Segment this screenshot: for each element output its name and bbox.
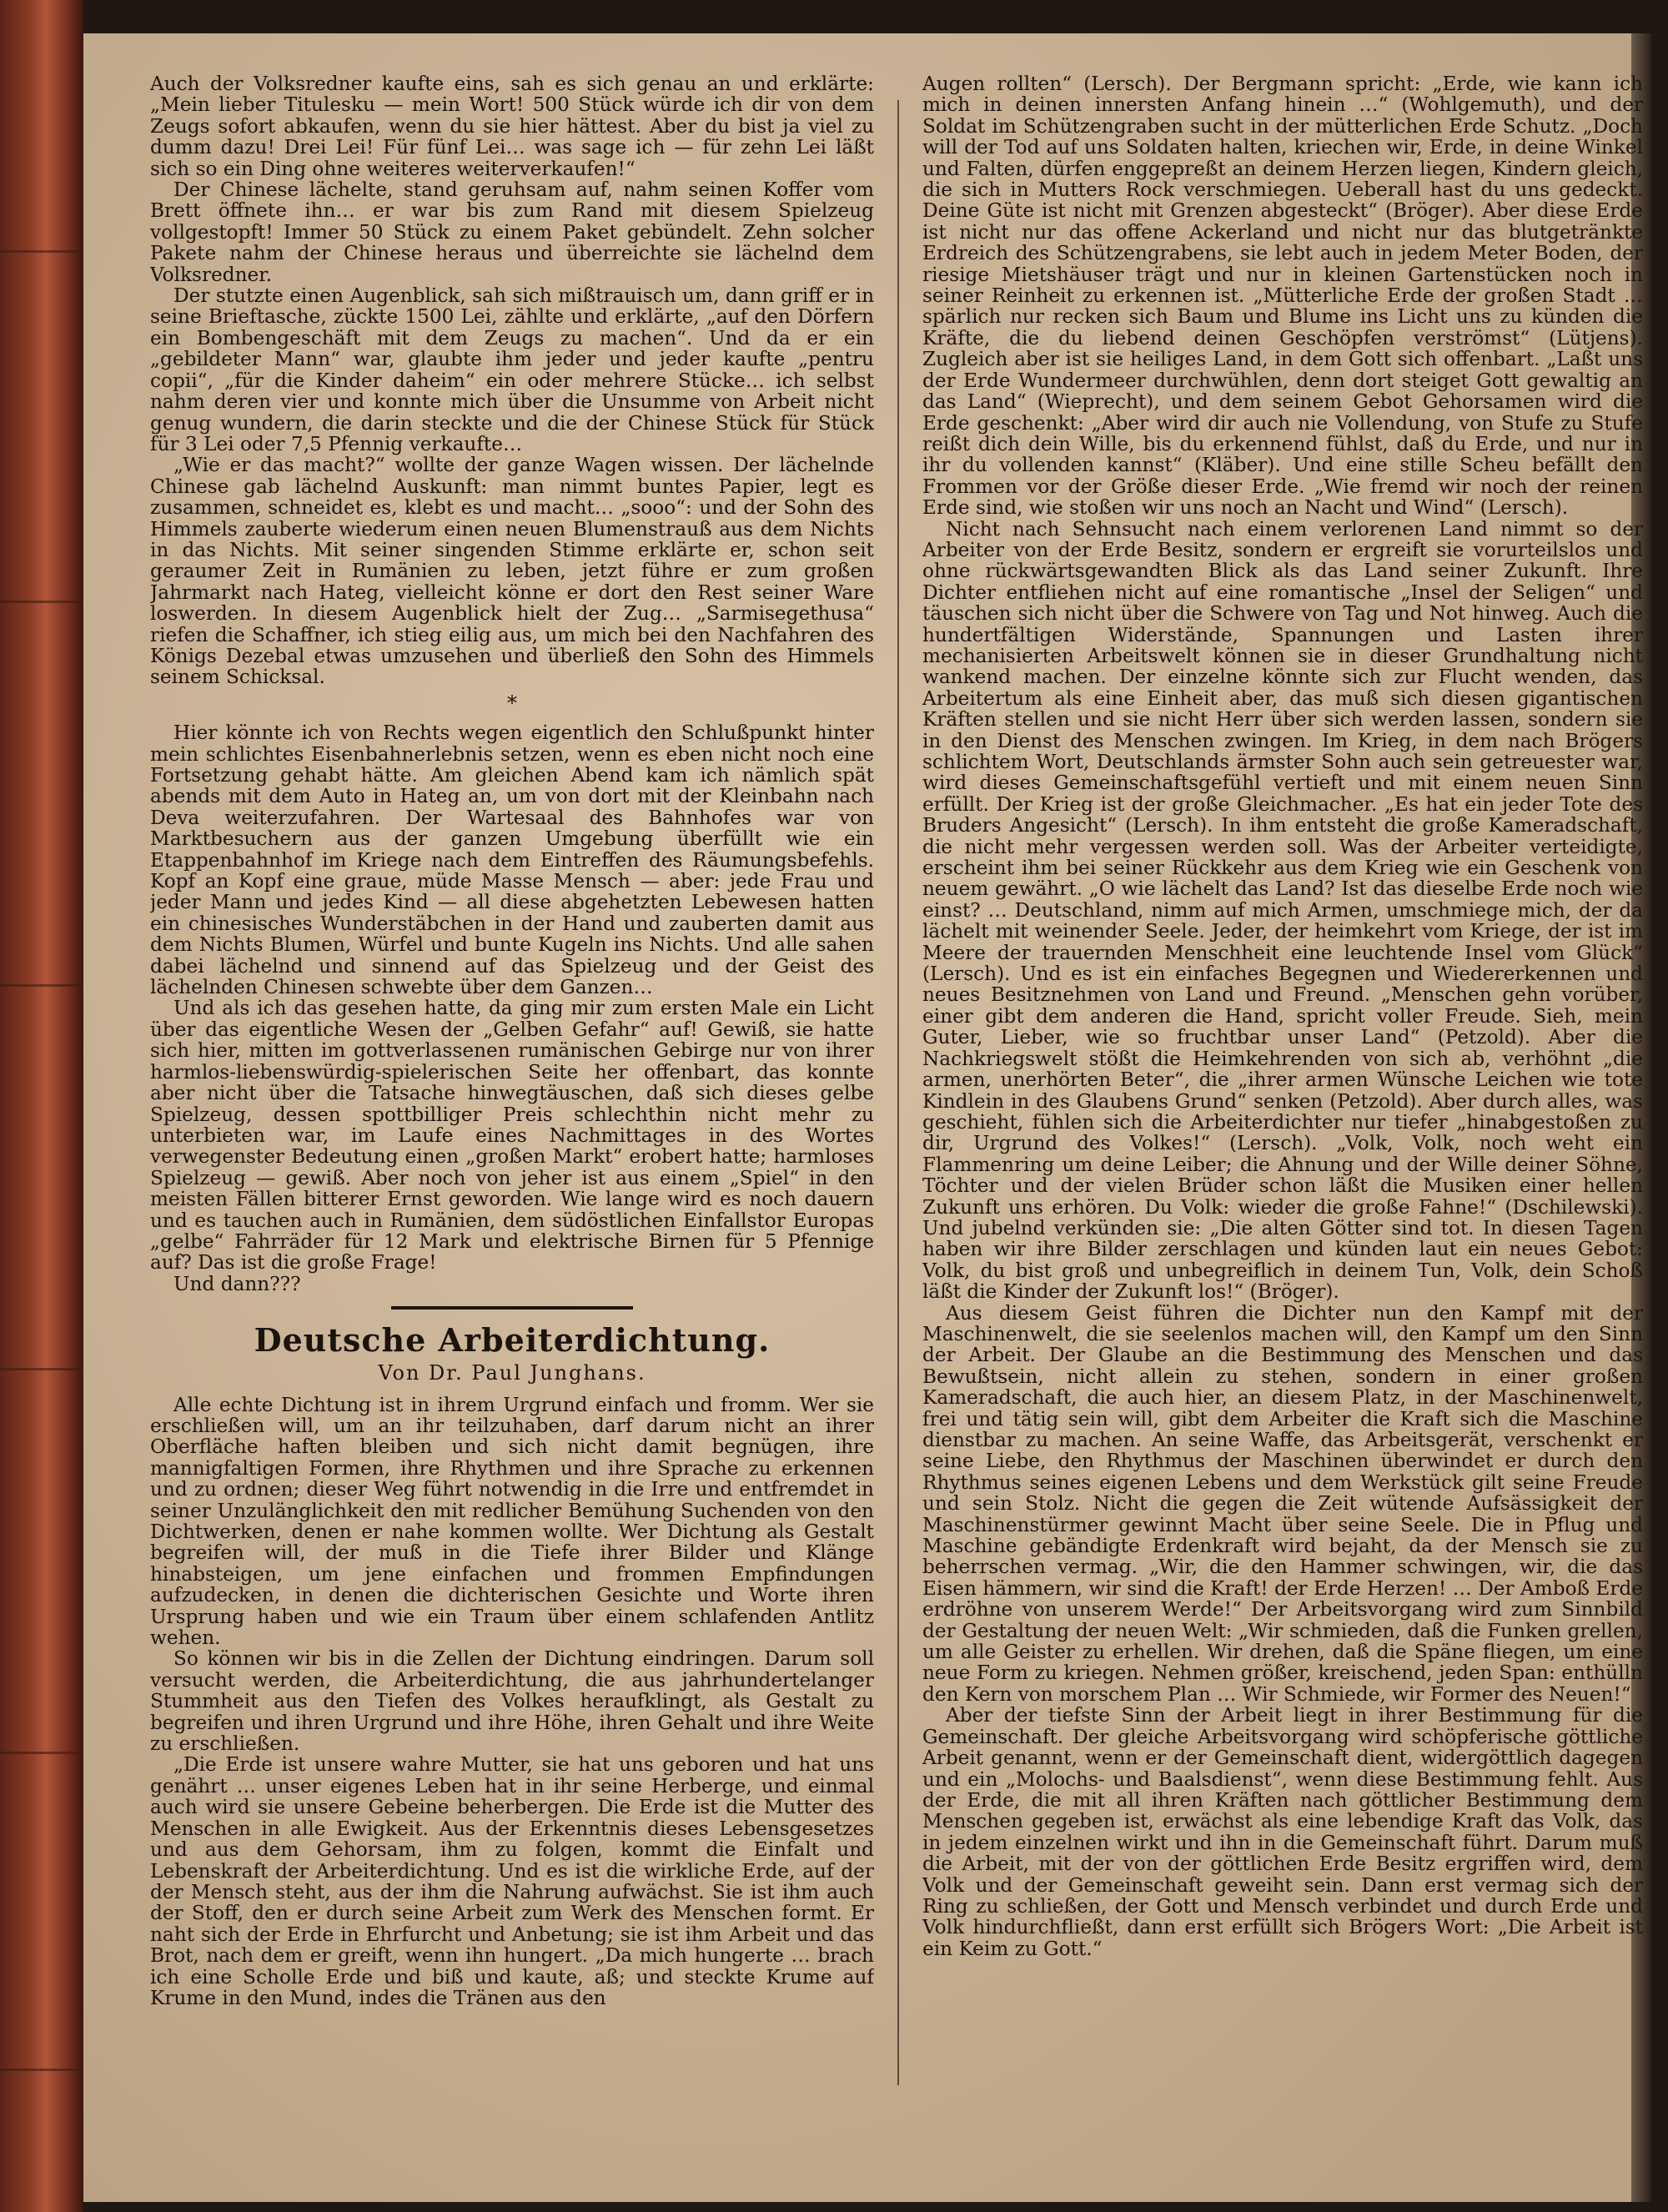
article-paragraph: Aus diesem Geist führen die Dichter nun den Kampf mit der Maschinenwelt, die sie seelenlos machen will, den Kampf um den Sinn der Arbeit. Der Glaube an die Bestimmung des Menschen und das Bewußtsein, nicht allein zu stehen, sondern in einer großen Kameradschaft, die auch hier, an diesem Platz, in der Maschinenwelt, frei und tätig sein will, gibt dem Arbeiter die Kraft sich die Maschine dienstbar zu machen. An seine Waffe, das Arbeitsgerät, verschenkt er seine Liebe, den Rhythmus der Maschinen überwindet er durch den Rhythmus seines eigenen Lebens und dem Werkstück gilt seine Freude und sein Stolz. Nicht die gegen die Zeit wütende Aufsässigkeit der Maschinenstürmer gewinnt Macht über seine Seele. Die in Pflug und Maschine gebändigte Erdenkraft wird bejaht, da der Mensch sie zu beherrschen vermag. „Wir, die den Hammer schwingen, wir, die das Eisen hämmern, wir sind die Kraft! der Erde Herzen! … Der Amboß Erde erdröhne von unserem Werde!“ Der Arbeitsvorgang wird zum Sinnbild der Gestaltung der neuen Welt: „Wir schmieden, daß die Funken grellen, um alle Geister zu erhellen. Wir drehen, daß die Späne fliegen, um eine neue Form zu kriegen. Nehmen größer, kreischend, jeden Span: enthülln den Kern von morschem Plan … Wir Schmiede, wir Former des Neuen!“: [922, 1301, 1643, 1706]
article-paragraph: Aber der tiefste Sinn der Arbeit liegt in ihrer Bestimmung für die Gemeinschaft. Der gleiche Arbeitsvorgang wird schöpferische göttliche Arbeit genannt, wenn er der Gemeinschaft dient, widergöttlich dagegen und ein „Molochs- und Baalsdienst“, wenn diese Bestimmung fehlt. Aus der Erde, die mit all ihren Kräften nach göttlicher Bestimmung dem Menschen gegeben ist, erwächst als eine lebendige Kraft das Volk, das in jedem einzelnen wirkt und ihn in die Gemeinschaft führt. Darum muß die Arbeit, mit der von der göttlichen Erde Besitz ergriffen wird, dem Volk und der Gemeinschaft geweiht sein. Dann erst vermag sich der Ring zu schließen, der Gott und Mensch verbindet und durch Erde und Volk hindurchfließt, dann erst erfüllt sich Brögers Wort: „Die Arbeit ist ein Keim zu Gott.“: [922, 1704, 1643, 1960]
right-column: [922, 73, 1643, 2150]
section-separator: *: [507, 691, 517, 715]
story-paragraph: „Wie er das macht?“ wollte der ganze Wagen wissen. Der lächelnde Chinese gab lächelnd Auskunft: man nimmt buntes Papier, legt es zusammen, schneidet es, klebt es und macht… „sooo“: und der Sohn des Himmels zauberte wiederum einen neuen Blumenstrauß aus dem Nichts in das Nichts. Mit seiner singenden Stimme erklärte er, schon seit geraumer Zeit in Rumänien zu leben, jetzt führe er zum großen Jahrmarkt nach Hateg, vielleicht könne er dort den Rest seiner Ware loswerden. In diesem Augenblick hielt der Zug… „Sarmisegethusa“ riefen die Schaffner, ich stieg eilig aus, um mich bei den Nachfahren des Königs Dezebal etwas umzusehen und überließ den Sohn des Himmels seinem Schicksal.: [150, 454, 874, 689]
column-divider: [897, 100, 899, 2085]
article-paragraph: „Die Erde ist unsere wahre Mutter, sie hat uns geboren und hat uns genährt … unser eigenes Leben hat in ihr seine Herberge, und einmal auch wird sie unsere Gebeine beherbergen. Die Erde ist die Mutter des Menschen in alle Ewigkeit. Aus der Erkenntnis dieses Lebensgesetzes und aus dem Gehorsam, ihm zu folgen, kommt die Einfalt und Lebenskraft der Arbeiterdichtung. Und es ist die wirkliche Erde, auf der der Mensch steht, aus der ihm die Nahrung aufwächst. Sie ist ihm auch der Stoff, den er durch seine Arbeit zum Werk des Menschen formt. Er naht sich der Erde in Ehrfurcht und Anbetung; sie ist ihm Arbeit und das Brot, nach dem er greift, wenn ihn hungert. „Da mich hungerte … brach ich eine Scholle Erde und biß und kaute, aß; und steckte Krume auf Krume in den Mund, indes die Tränen aus den: [150, 1753, 874, 2009]
article-paragraph: Alle echte Dichtung ist in ihrem Urgrund einfach und fromm. Wer sie erschließen will, um an ihr teilzuhaben, darf darum nicht an ihrer Oberfläche haften bleiben und sich nicht damit begnügen, ihre mannigfaltigen Formen, ihre Rhythmen und ihre Sprache zu erkennen und zu ordnen; dieser Weg führt notwendig in die Irre und entfremdet in seiner Unzulänglichkeit den mit redlicher Bemühung Suchenden von den Dichtwerken, denen er nahe kommen wollte. Wer Dichtung als Gestalt begreifen will, der muß in die Tiefe ihrer Bilder und Klänge hinabsteigen, um jene einfachen und frommen Empfindungen aufzudecken, in denen die dichterischen Gesichte und Worte ihren Ursprung haben und wie ein Traum über einem schlafenden Antlitz wehen.: [150, 1393, 874, 1650]
book-spine: [0, 0, 83, 2212]
article-paragraph: Nicht nach Sehnsucht nach einem verlorenen Land nimmt so der Arbeiter von der Erde Besitz, sondern er ergreift sie vorurteilslos und ohne rückwärtsgewandten Blick als das Land seiner Zukunft. Ihre Dichter entfliehen nicht auf eine romantische „Insel der Seligen“ und täuschen sich nicht über die Schwere von Tag und Not hinweg. Auch die hundertfältigen Widerstände, Spannungen und Lasten ihrer mechanisierten Arbeitswelt können sie in dieser Grundhaltung nicht wankend machen. Der einzelne könnte sich zur Flucht wenden, das Arbeitertum als eine Einheit aber, das muß sich diesen gigantischen Kräften stellen und sie nicht Herr über sich werden lassen, sondern sie in den Dienst des Menschen zwingen. Im Krieg, in dem nach Brögers schlichtem Wort, Deutschlands ärmster Sohn auch sein getreuester war, wird dieses Gemeinschaftsgefühl vertieft und mit einem neuen Sinn erfüllt. Der Krieg ist der große Gleichmacher. „Es hat ein jeder Tote des Bruders Angesicht“ (Lersch). In ihm entsteht die große Kameradschaft, die nicht mehr vergessen werden soll. Was der Arbeiter verteidigte, erscheint ihm bei seiner Rückkehr aus dem Krieg wie ein Geschenk von neuem gewährt. „O wie lächelt das Land? Ist das dieselbe Erde noch wie einst? … Deutschland, nimm auf mich Armen, umschmiege mich, der da lächelt mit weinender Seele. Jeder, der heimkehrt vom Kriege, der ist im Meere der trauernden Menschheit eine leuchtende Insel vom Glück“ (Lersch). Und es ist ein einfaches Begegnen und Wiedererkennen und neues Besitznehmen von Land und Freund. „Menschen gehn vorüber, einer gibt dem anderen die Hand, spricht voller Freude. Sieh, mein Guter, Lieber, wie so fruchtbar unser Land“ (Petzold). Aber die Nachkriegswelt stößt die Heimkehrenden von sich ab, verhöhnt „die armen, unerhörten Beter“, die „ihrer armen Wünsche Leichen wie tote Kindlein in des Glaubens Grund“ senken (Petzold). Aber durch alles, was geschieht, fühlen sich die Arbeiterdichter nur tiefer „hinabgestoßen zu dir, Urgrund des Volkes!“ (Lersch). „Volk, Volk, noch weht ein Flammenring um deine Leiber; die Ahnung und der Wille deiner Söhne, Töchter und der vielen Brüder schon läßt die Musiken einer hellen Zukunft uns erhören. Du Volk: wieder die große Fahne!“ (Dschilewski). Und jubelnd verkünden sie: „Die alten Götter sind tot. In diesen Tagen haben wir ihre Bilder zerschlagen und künden laut ein neues Gebot: Volk, du bist groß und unbegreiflich in deinem Tun, Volk, dein Schoß läßt die Kinder der Zukunft los!“ (Bröger).: [922, 517, 1643, 1304]
story-paragraph: Auch der Volksredner kaufte eins, sah es sich genau an und erklärte: „Mein lieber Titulesku — mein Wort! 500 Stück würde ich dir von dem Zeugs sofort abkaufen, wenn du sie hier hättest. Aber du bist ja viel zu dumm dazu! Drei Lei! Für fünf Lei… was sage ich — für zehn Lei läßt sich so ein Ding ohne weiteres weiterverkaufen!“: [150, 73, 874, 180]
horizontal-rule: [391, 1306, 633, 1310]
left-column: [150, 73, 874, 2150]
article-paragraph: Augen rollten“ (Lersch). Der Bergmann spricht: „Erde, wie kann ich mich in deinen innersten Anfang hinein …“ (Wohlgemuth), und der Soldat im Schützengraben sucht in der mütterlichen Erde Schutz. „Doch will der Tod auf uns Soldaten halten, kriechen wir, Erde, in deine Winkel und Falten, dürfen enggepreßt an deinem Herzen liegen, Kindern gleich, die sich in Mutters Rock verschmiegen. Ueberall hast du uns gedeckt. Deine Güte ist nicht mit Grenzen abgesteckt“ (Bröger). Aber diese Erde ist nicht nur das offene Ackerland und nicht nur das blutgetränkte Erdreich des Schützengrabens, sie lebt auch in jedem Meter Boden, der riesige Mietshäuser trägt und nur in kleinen Gartenstücken noch in seiner Reinheit zu erkennen ist. „Mütterliche Erde der großen Stadt … spärlich nur recken sich Baum und Blume ins Licht uns zu künden die Kräfte, die du liebend deinen Geschöpfen verströmst“ (Lütjens). Zugleich aber ist sie heiliges Land, in dem Gott sich offenbart. „Laßt uns der Erde Wundermeer durchwühlen, denn dort steiget Gott gewaltig an das Land“ (Wieprecht), und dem seinem Gebot Gehorsamen wird die Erde geschenkt: „Aber wird dir auch nie Vollendung, von Stufe zu Stufe reißt dich dein Wille, bis du erkennend fühlst, daß du Erde, und nur in ihr du vollenden kannst“ (Kläber). Und eine stille Scheu befällt den Frommen vor der Größe dieser Erde. „Wie fremd wir noch der reinen Erde sind, wie stoßen wir uns noch an Nacht und Wind“ (Lersch).: [922, 73, 1643, 520]
story-paragraph: Der Chinese lächelte, stand geruhsam auf, nahm seinen Koffer vom Brett öffnete ihn… er war bis zum Rand mit diesem Spielzeug vollgestopft! Immer 50 Stück zu einem Paket gebündelt. Zehn solcher Pakete nahm der Chinese heraus und überreichte sie lächelnd dem Volksredner.: [150, 178, 874, 286]
story-paragraph: Hier könnte ich von Rechts wegen eigentlich den Schlußpunkt hinter mein schlichtes Eisenbahnerlebnis setzen, wenn es eben nicht noch eine Fortsetzung gehabt hätte. Am gleichen Abend kam ich nämlich spät abends mit dem Auto in Hateg an, um von dort mit der Kleinbahn nach Deva weiterzufahren. Der Wartesaal des Bahnhofes war von Marktbesuchern aus der ganzen Umgebung überfüllt wie ein Etappenbahnhof im Kriege nach dem Eintreffen des Räumungsbefehls. Kopf an Kopf eine graue, müde Masse Mensch — aber: jede Frau und jeder Mann und jedes Kind — all diese abgehetzten Lebewesen hatten ein chinesisches Wunderstäbchen in der Hand und zauberten damit aus dem Nichts Blumen, Würfel und bunte Kugeln ins Nichts. Und alle sahen dabei lächelnd und sinnend auf das Spielzeug und der Geist des lächelnden Chinesen schwebte über dem Ganzen…: [150, 721, 874, 999]
story-paragraph: Und dann???: [173, 1272, 301, 1295]
article-paragraph: So können wir bis in die Zellen der Dichtung eindringen. Darum soll versucht werden, die Arbeiterdichtung, die aus jahrhundertelanger Stummheit aus den Tiefen des Volkes heraufklingt, als Gestalt zu begreifen und ihren Urgrund und ihre Höhe, ihren Gehalt und ihre Weite zu erschließen.: [150, 1647, 874, 1756]
story-paragraph: Und als ich das gesehen hatte, da ging mir zum ersten Male ein Licht über das eigentliche Wesen der „Gelben Gefahr“ auf! Gewiß, sie hatte sich hier, mitten im gottverlassenen rumänischen Gebirge nur von ihrer harmlos-liebenswürdig-spielerischen Seite her offenbart, das konnte aber nicht über die Tatsache hinwegtäuschen, daß sich dieses gelbe Spielzeug, dessen spottbilliger Preis schlechthin nicht mehr zu unterbieten war, im Laufe eines Nachmittages in des Wortes verwegenster Bedeutung einen „großen Markt“ erobert hatte; harmloses Spielzeug — gewiß. Aber noch von jeher ist aus einem „Spiel“ in den meisten Fällen bitterer Ernst geworden. Wie lange wird es noch dauern und es tauchen auch in Rumänien, dem südöstlichen Einfallstor Europas „gelbe“ Fahrräder für 12 Mark und elektrische Birnen für 5 Pfennige auf? Das ist die große Frage!: [150, 997, 874, 1274]
story-paragraph: Der stutzte einen Augenblick, sah sich mißtrauisch um, dann griff er in seine Brieftasche, zückte 1500 Lei, zählte und erklärte, „auf den Dörfern ein Bombengeschäft mit dem Zeugs zu machen“. Und da er ein „gebildeter Mann“ war, glaubte ihm jeder und jeder kaufte „pentru copii“, „für die Kinder daheim“ ein oder mehrere Stücke… ich selbst nahm deren vier und konnte mich über die Unsumme von Arbeit nicht genug wundern, die darin steckte und die der Chinese Stück für Stück für 3 Lei oder 7,5 Pfennig verkaufte…: [150, 284, 874, 455]
article-title: Deutsche Arbeiterdichtung.: [254, 1321, 771, 1360]
article-byline: Von Dr. Paul Junghans.: [378, 1361, 646, 1385]
